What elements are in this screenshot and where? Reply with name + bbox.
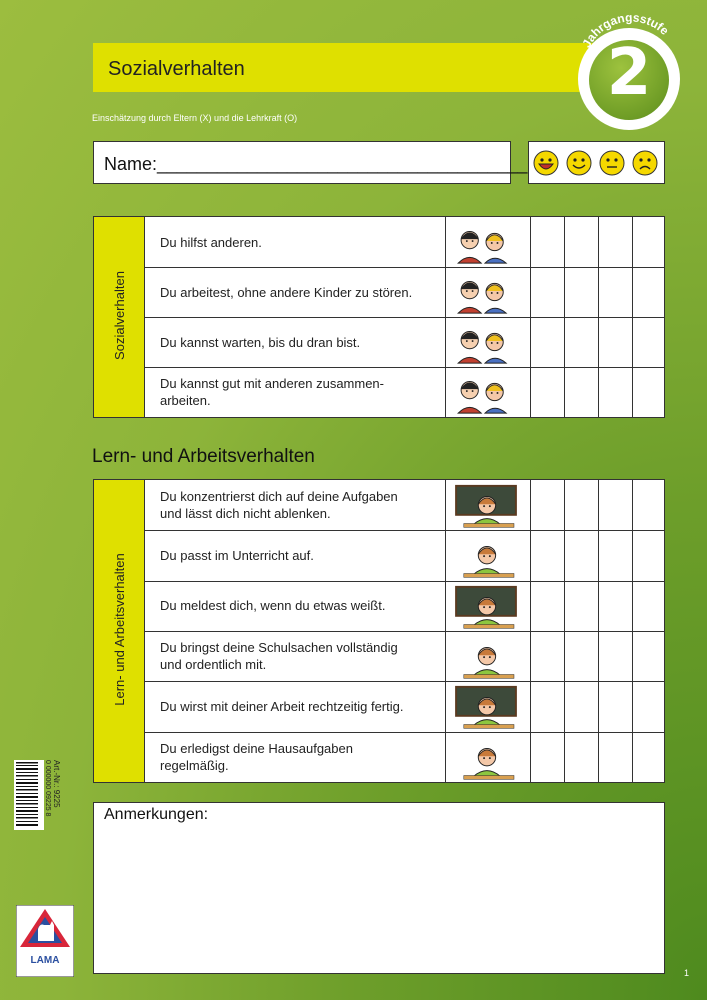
rating-cell[interactable] xyxy=(599,481,632,530)
page-title: Sozialverhalten xyxy=(108,58,245,80)
svg-text:Jahrgangsstufe xyxy=(579,10,671,49)
statement-text: Du wirst mit deiner Arbeit rechtzeitig fertig. xyxy=(160,698,404,714)
rating-cell[interactable] xyxy=(633,218,666,267)
very-happy-smiley-icon xyxy=(533,150,559,176)
rating-cell[interactable] xyxy=(599,582,632,631)
rating-cell[interactable] xyxy=(599,733,632,782)
section-side-label xyxy=(94,480,145,782)
rating-cell[interactable] xyxy=(531,481,564,530)
rating-cell[interactable] xyxy=(599,268,632,317)
rating-cell[interactable] xyxy=(565,682,598,731)
rating-cell[interactable] xyxy=(531,268,564,317)
remarks-label: Anmerkungen: xyxy=(104,806,209,823)
rating-cell[interactable] xyxy=(565,582,598,631)
statement-text: Du hilfst anderen. xyxy=(160,234,262,250)
page-number: 1 xyxy=(684,968,690,978)
rating-cell[interactable] xyxy=(531,368,564,417)
rating-cell[interactable] xyxy=(633,268,666,317)
learning-behavior-table xyxy=(93,479,665,783)
rating-cell[interactable] xyxy=(599,682,632,731)
homework-illustration xyxy=(449,734,523,780)
clock-student-illustration xyxy=(449,683,523,729)
rating-cell[interactable] xyxy=(531,318,564,367)
statement-text: Du meldest dich, wenn du etwas weißt. xyxy=(160,598,386,614)
rating-cell[interactable] xyxy=(633,632,666,681)
rating-cell[interactable] xyxy=(565,481,598,530)
statement-text: Du kannst gut mit anderen zusammen- arbeiten. xyxy=(160,376,384,408)
statement-text: Du passt im Unterricht auf. xyxy=(160,547,314,563)
rating-cell[interactable] xyxy=(633,318,666,367)
happy-smiley-icon xyxy=(566,150,592,176)
grade-number: 2 xyxy=(606,36,652,110)
sad-smiley-icon xyxy=(632,150,658,176)
barcode xyxy=(14,760,44,830)
rating-cell[interactable] xyxy=(633,368,666,417)
rating-cell[interactable] xyxy=(565,268,598,317)
statement-text: Du erledigst deine Hausaufgaben regelmäßig. xyxy=(160,740,353,773)
social-behavior-table xyxy=(93,216,665,418)
barcode-digits: 0 000000 09225 8 xyxy=(44,760,51,817)
rating-legend xyxy=(528,141,665,184)
helping-children-illustration xyxy=(449,219,523,265)
rating-cell[interactable] xyxy=(633,531,666,580)
attentive-student-illustration xyxy=(449,532,523,578)
publisher-logo-text: LAMA xyxy=(30,955,60,966)
remarks-box[interactable] xyxy=(93,802,665,974)
section-label: Sozialverhalten xyxy=(112,271,127,360)
quiet-work-illustration xyxy=(449,269,523,315)
rating-cell[interactable] xyxy=(633,733,666,782)
rating-cell[interactable] xyxy=(599,368,632,417)
section-side-label xyxy=(94,217,145,417)
rating-cell[interactable] xyxy=(565,632,598,681)
statement-text: Du arbeitest, ohne andere Kinder zu stören. xyxy=(160,284,413,300)
rating-cell[interactable] xyxy=(565,368,598,417)
section-label: Lern- und Arbeitsverhalten xyxy=(112,553,127,706)
rating-cell[interactable] xyxy=(633,582,666,631)
name-field[interactable]: Name:_____________________________________ xyxy=(104,154,528,174)
rating-cell[interactable] xyxy=(531,531,564,580)
section-heading: Lern- und Arbeitsverhalten xyxy=(92,446,315,467)
rating-cell[interactable] xyxy=(599,632,632,681)
rating-cell[interactable] xyxy=(633,481,666,530)
statement-text: Du bringst deine Schulsachen vollständig und ordentlich mit. xyxy=(160,640,398,673)
rating-cell[interactable] xyxy=(633,682,666,731)
statement-text: Du kannst warten, bis du dran bist. xyxy=(160,334,361,350)
rating-cell[interactable] xyxy=(531,632,564,681)
grade-badge-arc xyxy=(572,0,686,80)
rating-cell[interactable] xyxy=(599,318,632,367)
waiting-in-line-illustration xyxy=(449,319,523,365)
rating-cell[interactable] xyxy=(599,218,632,267)
rating-cell[interactable] xyxy=(531,582,564,631)
rating-cell[interactable] xyxy=(531,682,564,731)
rating-cell[interactable] xyxy=(531,733,564,782)
raising-hand-illustration xyxy=(449,583,523,629)
concentrating-student-illustration xyxy=(449,482,523,528)
school-supplies-illustration xyxy=(449,633,523,679)
rating-cell[interactable] xyxy=(599,531,632,580)
statement-text: Du konzentrierst dich auf deine Aufgaben und lässt dich nicht ablenken. xyxy=(160,489,398,522)
rating-cell[interactable] xyxy=(565,218,598,267)
rating-cell[interactable] xyxy=(565,733,598,782)
publisher-logo xyxy=(16,905,74,977)
rating-cell[interactable] xyxy=(531,218,564,267)
rating-cell[interactable] xyxy=(565,318,598,367)
teamwork-illustration xyxy=(449,369,523,415)
subtitle: Einschätzung durch Eltern (X) und die Lehrkraft (O) xyxy=(92,113,298,123)
neutral-smiley-icon xyxy=(599,150,625,176)
grade-badge-text: Jahrgangsstufe xyxy=(579,10,672,50)
article-number: Art.-Nr.: 9225 xyxy=(52,760,61,808)
rating-cell[interactable] xyxy=(565,531,598,580)
